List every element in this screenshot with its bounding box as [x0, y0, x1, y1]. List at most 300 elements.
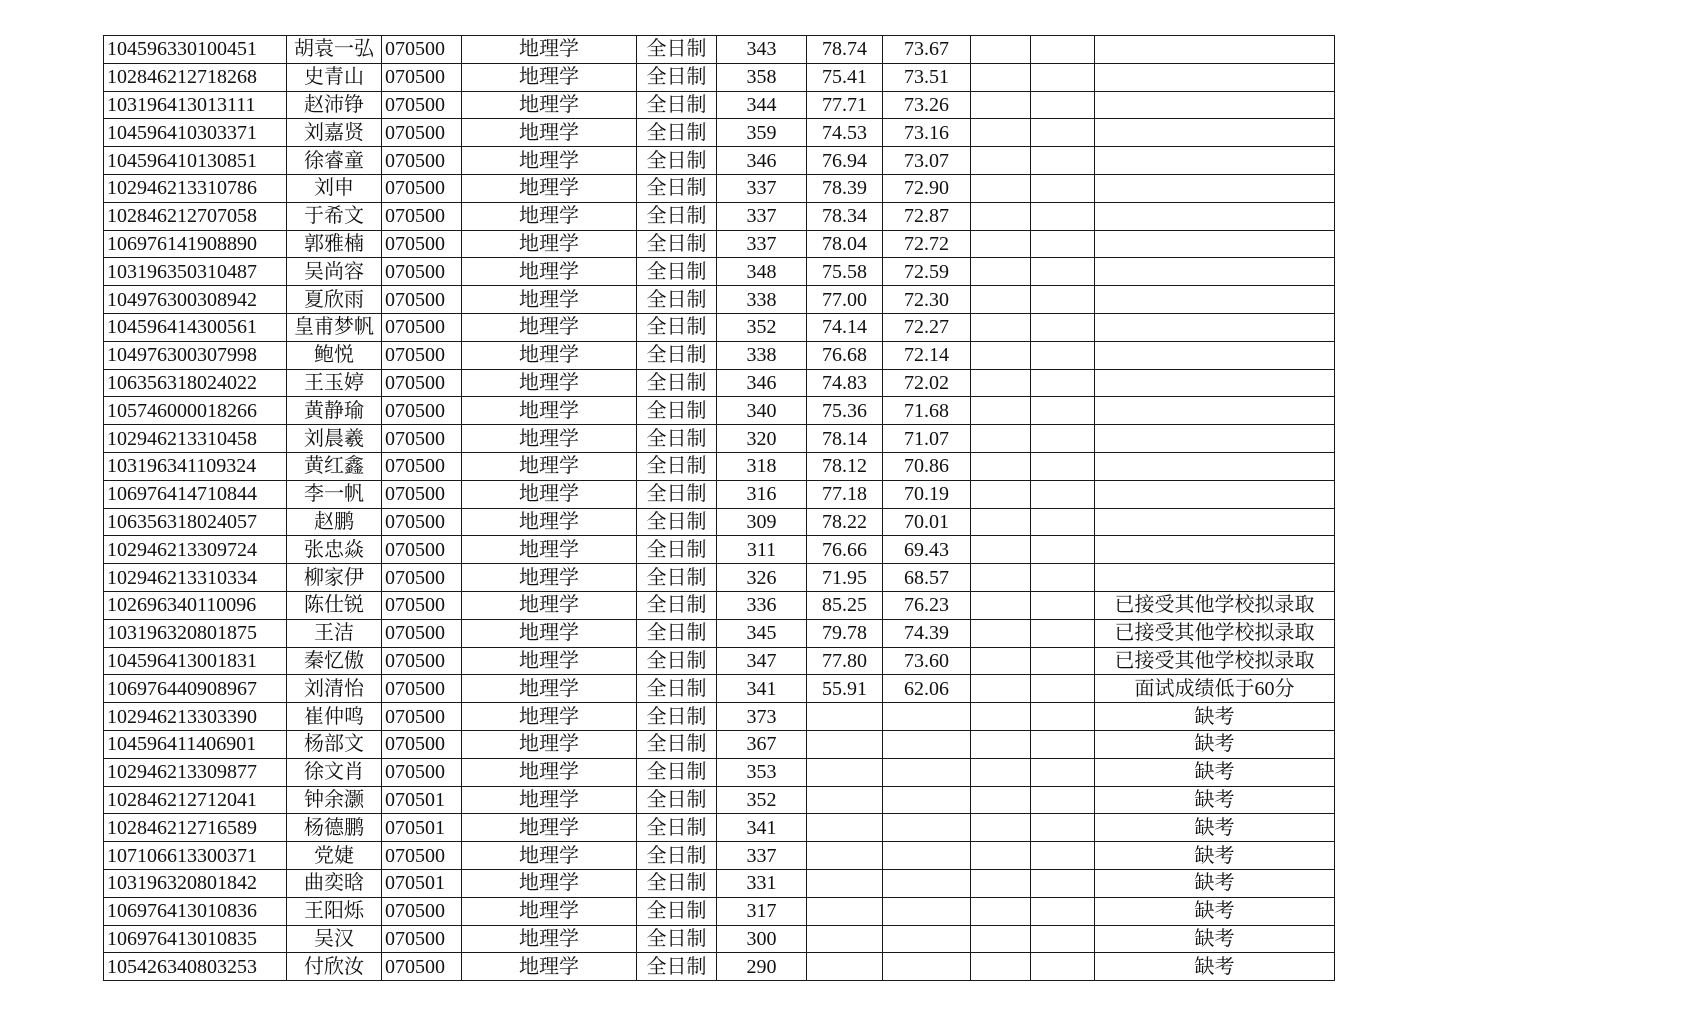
initial-score-cell: 345	[717, 619, 807, 647]
candidate-name-cell: 刘清怡	[287, 675, 382, 703]
total-score-cell: 72.72	[883, 230, 971, 258]
major-code-cell: 070500	[382, 341, 462, 369]
total-score-cell	[883, 814, 971, 842]
empty-cell	[971, 647, 1031, 675]
empty-cell	[1031, 452, 1095, 480]
major-name-cell: 地理学	[462, 91, 637, 119]
empty-cell	[971, 230, 1031, 258]
table-row	[104, 63, 1335, 91]
table-row	[104, 230, 1335, 258]
major-name-cell: 地理学	[462, 508, 637, 536]
total-score-cell: 73.26	[883, 91, 971, 119]
candidate-id-cell: 103196320801842	[104, 869, 287, 897]
empty-cell	[1031, 564, 1095, 592]
study-mode-cell: 全日制	[637, 174, 717, 202]
initial-score-cell: 340	[717, 397, 807, 425]
initial-score-cell: 336	[717, 591, 807, 619]
study-mode-cell: 全日制	[637, 619, 717, 647]
interview-score-cell: 78.14	[807, 425, 883, 453]
candidate-id-cell: 105426340803253	[104, 953, 287, 981]
table-row	[104, 703, 1335, 731]
empty-cell	[1031, 174, 1095, 202]
empty-cell	[1031, 591, 1095, 619]
interview-score-cell: 77.71	[807, 91, 883, 119]
candidate-id-cell: 106976414710844	[104, 480, 287, 508]
major-code-cell: 070500	[382, 91, 462, 119]
major-code-cell: 070500	[382, 480, 462, 508]
study-mode-cell: 全日制	[637, 480, 717, 508]
study-mode-cell: 全日制	[637, 814, 717, 842]
table-row	[104, 36, 1335, 64]
candidate-id-cell: 103196320801875	[104, 619, 287, 647]
initial-score-cell: 337	[717, 202, 807, 230]
candidate-name-cell: 钟余灏	[287, 786, 382, 814]
major-name-cell: 地理学	[462, 313, 637, 341]
initial-score-cell: 373	[717, 703, 807, 731]
total-score-cell: 72.87	[883, 202, 971, 230]
score-table	[103, 35, 1335, 981]
candidate-id-cell: 104596411406901	[104, 730, 287, 758]
major-code-cell: 070500	[382, 63, 462, 91]
initial-score-cell: 316	[717, 480, 807, 508]
interview-score-cell: 76.94	[807, 147, 883, 175]
empty-cell	[971, 953, 1031, 981]
empty-cell	[1031, 119, 1095, 147]
initial-score-cell: 343	[717, 36, 807, 64]
empty-cell	[1031, 758, 1095, 786]
total-score-cell: 72.59	[883, 258, 971, 286]
interview-score-cell: 71.95	[807, 564, 883, 592]
initial-score-cell: 338	[717, 341, 807, 369]
initial-score-cell: 346	[717, 147, 807, 175]
study-mode-cell: 全日制	[637, 202, 717, 230]
table-row	[104, 758, 1335, 786]
major-code-cell: 070500	[382, 953, 462, 981]
empty-cell	[971, 758, 1031, 786]
initial-score-cell: 347	[717, 647, 807, 675]
empty-cell	[971, 397, 1031, 425]
candidate-id-cell: 102696340110096	[104, 591, 287, 619]
interview-score-cell: 75.41	[807, 63, 883, 91]
major-code-cell: 070501	[382, 786, 462, 814]
study-mode-cell: 全日制	[637, 925, 717, 953]
candidate-name-cell: 皇甫梦帆	[287, 313, 382, 341]
major-name-cell: 地理学	[462, 480, 637, 508]
study-mode-cell: 全日制	[637, 36, 717, 64]
major-code-cell: 070500	[382, 758, 462, 786]
study-mode-cell: 全日制	[637, 703, 717, 731]
empty-cell	[1031, 147, 1095, 175]
study-mode-cell: 全日制	[637, 675, 717, 703]
empty-cell	[1031, 619, 1095, 647]
major-code-cell: 070500	[382, 675, 462, 703]
remark-cell	[1095, 341, 1335, 369]
interview-score-cell: 75.36	[807, 397, 883, 425]
interview-score-cell: 78.74	[807, 36, 883, 64]
initial-score-cell: 359	[717, 119, 807, 147]
study-mode-cell: 全日制	[637, 119, 717, 147]
total-score-cell: 71.07	[883, 425, 971, 453]
candidate-name-cell: 于希文	[287, 202, 382, 230]
empty-cell	[1031, 953, 1095, 981]
candidate-id-cell: 102846212718268	[104, 63, 287, 91]
total-score-cell: 73.51	[883, 63, 971, 91]
major-code-cell: 070500	[382, 202, 462, 230]
initial-score-cell: 348	[717, 258, 807, 286]
major-code-cell: 070500	[382, 508, 462, 536]
empty-cell	[1031, 286, 1095, 314]
initial-score-cell: 331	[717, 869, 807, 897]
interview-score-cell: 78.22	[807, 508, 883, 536]
remark-cell: 缺考	[1095, 703, 1335, 731]
major-name-cell: 地理学	[462, 925, 637, 953]
remark-cell	[1095, 286, 1335, 314]
candidate-id-cell: 104596414300561	[104, 313, 287, 341]
candidate-id-cell: 106356318024022	[104, 369, 287, 397]
empty-cell	[971, 286, 1031, 314]
empty-cell	[1031, 897, 1095, 925]
empty-cell	[971, 842, 1031, 870]
table-row	[104, 452, 1335, 480]
major-code-cell: 070500	[382, 619, 462, 647]
initial-score-cell: 311	[717, 536, 807, 564]
table-row	[104, 202, 1335, 230]
empty-cell	[971, 313, 1031, 341]
empty-cell	[971, 174, 1031, 202]
table-row	[104, 869, 1335, 897]
interview-score-cell: 75.58	[807, 258, 883, 286]
candidate-name-cell: 赵鹏	[287, 508, 382, 536]
empty-cell	[1031, 730, 1095, 758]
empty-cell	[1031, 397, 1095, 425]
interview-score-cell: 74.14	[807, 313, 883, 341]
total-score-cell	[883, 869, 971, 897]
table-row	[104, 91, 1335, 119]
study-mode-cell: 全日制	[637, 842, 717, 870]
empty-cell	[1031, 869, 1095, 897]
empty-cell	[971, 202, 1031, 230]
study-mode-cell: 全日制	[637, 564, 717, 592]
interview-score-cell: 55.91	[807, 675, 883, 703]
major-code-cell: 070500	[382, 230, 462, 258]
study-mode-cell: 全日制	[637, 869, 717, 897]
remark-cell: 缺考	[1095, 842, 1335, 870]
initial-score-cell: 337	[717, 842, 807, 870]
interview-score-cell: 78.04	[807, 230, 883, 258]
major-code-cell: 070500	[382, 425, 462, 453]
empty-cell	[1031, 842, 1095, 870]
table-row	[104, 730, 1335, 758]
table-row	[104, 564, 1335, 592]
empty-cell	[971, 63, 1031, 91]
candidate-id-cell: 102946213309724	[104, 536, 287, 564]
remark-cell	[1095, 36, 1335, 64]
table-row	[104, 397, 1335, 425]
interview-score-cell: 78.39	[807, 174, 883, 202]
empty-cell	[1031, 63, 1095, 91]
candidate-id-cell: 104596410303371	[104, 119, 287, 147]
study-mode-cell: 全日制	[637, 397, 717, 425]
candidate-id-cell: 104596330100451	[104, 36, 287, 64]
major-code-cell: 070500	[382, 536, 462, 564]
major-code-cell: 070500	[382, 842, 462, 870]
study-mode-cell: 全日制	[637, 230, 717, 258]
interview-score-cell: 77.00	[807, 286, 883, 314]
candidate-name-cell: 胡袁一弘	[287, 36, 382, 64]
empty-cell	[971, 536, 1031, 564]
total-score-cell: 72.90	[883, 174, 971, 202]
major-name-cell: 地理学	[462, 897, 637, 925]
candidate-name-cell: 夏欣雨	[287, 286, 382, 314]
initial-score-cell: 338	[717, 286, 807, 314]
empty-cell	[1031, 786, 1095, 814]
table-body	[104, 36, 1335, 981]
empty-cell	[971, 619, 1031, 647]
table-row	[104, 508, 1335, 536]
major-code-cell: 070500	[382, 397, 462, 425]
remark-cell: 缺考	[1095, 758, 1335, 786]
total-score-cell: 73.16	[883, 119, 971, 147]
interview-score-cell	[807, 814, 883, 842]
major-code-cell: 070500	[382, 925, 462, 953]
candidate-name-cell: 柳家伊	[287, 564, 382, 592]
major-code-cell: 070500	[382, 313, 462, 341]
total-score-cell: 72.27	[883, 313, 971, 341]
empty-cell	[971, 786, 1031, 814]
empty-cell	[1031, 703, 1095, 731]
candidate-name-cell: 郭雅楠	[287, 230, 382, 258]
major-name-cell: 地理学	[462, 36, 637, 64]
candidate-name-cell: 付欣汝	[287, 953, 382, 981]
total-score-cell: 73.67	[883, 36, 971, 64]
major-name-cell: 地理学	[462, 703, 637, 731]
candidate-name-cell: 李一帆	[287, 480, 382, 508]
interview-score-cell	[807, 703, 883, 731]
initial-score-cell: 358	[717, 63, 807, 91]
total-score-cell	[883, 758, 971, 786]
total-score-cell: 70.86	[883, 452, 971, 480]
interview-score-cell: 76.68	[807, 341, 883, 369]
total-score-cell	[883, 842, 971, 870]
interview-score-cell	[807, 842, 883, 870]
interview-score-cell: 74.53	[807, 119, 883, 147]
total-score-cell	[883, 786, 971, 814]
table-row	[104, 147, 1335, 175]
candidate-name-cell: 崔仲鸣	[287, 703, 382, 731]
initial-score-cell: 317	[717, 897, 807, 925]
major-code-cell: 070500	[382, 369, 462, 397]
initial-score-cell: 309	[717, 508, 807, 536]
study-mode-cell: 全日制	[637, 508, 717, 536]
candidate-id-cell: 106976413010835	[104, 925, 287, 953]
empty-cell	[1031, 814, 1095, 842]
candidate-id-cell: 102946213309877	[104, 758, 287, 786]
major-code-cell: 070500	[382, 647, 462, 675]
remark-cell	[1095, 91, 1335, 119]
empty-cell	[971, 703, 1031, 731]
study-mode-cell: 全日制	[637, 730, 717, 758]
candidate-id-cell: 102846212716589	[104, 814, 287, 842]
total-score-cell	[883, 703, 971, 731]
interview-score-cell: 85.25	[807, 591, 883, 619]
candidate-name-cell: 徐文肖	[287, 758, 382, 786]
major-code-cell: 070500	[382, 897, 462, 925]
table-row	[104, 119, 1335, 147]
remark-cell	[1095, 63, 1335, 91]
empty-cell	[1031, 369, 1095, 397]
candidate-name-cell: 刘申	[287, 174, 382, 202]
candidate-id-cell: 103196341109324	[104, 452, 287, 480]
empty-cell	[1031, 925, 1095, 953]
table-row	[104, 842, 1335, 870]
initial-score-cell: 344	[717, 91, 807, 119]
candidate-id-cell: 103196413013111	[104, 91, 287, 119]
major-name-cell: 地理学	[462, 341, 637, 369]
remark-cell: 缺考	[1095, 814, 1335, 842]
candidate-name-cell: 赵沛铮	[287, 91, 382, 119]
major-name-cell: 地理学	[462, 591, 637, 619]
candidate-name-cell: 秦忆傲	[287, 647, 382, 675]
major-code-cell: 070500	[382, 258, 462, 286]
initial-score-cell: 337	[717, 230, 807, 258]
table-row	[104, 897, 1335, 925]
total-score-cell: 70.19	[883, 480, 971, 508]
study-mode-cell: 全日制	[637, 147, 717, 175]
interview-score-cell: 76.66	[807, 536, 883, 564]
candidate-id-cell: 102946213310786	[104, 174, 287, 202]
interview-score-cell	[807, 953, 883, 981]
table-row	[104, 313, 1335, 341]
remark-cell	[1095, 536, 1335, 564]
remark-cell: 面试成绩低于60分	[1095, 675, 1335, 703]
total-score-cell: 68.57	[883, 564, 971, 592]
table-row	[104, 480, 1335, 508]
remark-cell: 缺考	[1095, 897, 1335, 925]
major-code-cell: 070500	[382, 36, 462, 64]
total-score-cell	[883, 897, 971, 925]
study-mode-cell: 全日制	[637, 425, 717, 453]
major-name-cell: 地理学	[462, 147, 637, 175]
study-mode-cell: 全日制	[637, 452, 717, 480]
empty-cell	[971, 480, 1031, 508]
candidate-name-cell: 吴汉	[287, 925, 382, 953]
remark-cell	[1095, 313, 1335, 341]
major-code-cell: 070500	[382, 703, 462, 731]
major-name-cell: 地理学	[462, 536, 637, 564]
interview-score-cell: 77.18	[807, 480, 883, 508]
remark-cell	[1095, 452, 1335, 480]
candidate-id-cell: 106976440908967	[104, 675, 287, 703]
major-name-cell: 地理学	[462, 869, 637, 897]
remark-cell	[1095, 119, 1335, 147]
candidate-name-cell: 杨部文	[287, 730, 382, 758]
empty-cell	[971, 730, 1031, 758]
empty-cell	[971, 564, 1031, 592]
candidate-name-cell: 杨德鹏	[287, 814, 382, 842]
candidate-id-cell: 107106613300371	[104, 842, 287, 870]
remark-cell: 缺考	[1095, 953, 1335, 981]
study-mode-cell: 全日制	[637, 758, 717, 786]
total-score-cell: 74.39	[883, 619, 971, 647]
study-mode-cell: 全日制	[637, 647, 717, 675]
empty-cell	[971, 258, 1031, 286]
candidate-name-cell: 党婕	[287, 842, 382, 870]
major-code-cell: 070500	[382, 452, 462, 480]
total-score-cell: 70.01	[883, 508, 971, 536]
remark-cell	[1095, 230, 1335, 258]
total-score-cell: 72.14	[883, 341, 971, 369]
remark-cell: 缺考	[1095, 925, 1335, 953]
candidate-id-cell: 103196350310487	[104, 258, 287, 286]
candidate-name-cell: 黄红鑫	[287, 452, 382, 480]
remark-cell: 已接受其他学校拟录取	[1095, 591, 1335, 619]
empty-cell	[971, 869, 1031, 897]
candidate-name-cell: 张忠焱	[287, 536, 382, 564]
remark-cell	[1095, 564, 1335, 592]
candidate-id-cell: 102946213303390	[104, 703, 287, 731]
candidate-id-cell: 104976300308942	[104, 286, 287, 314]
candidate-name-cell: 徐睿童	[287, 147, 382, 175]
remark-cell	[1095, 397, 1335, 425]
total-score-cell	[883, 730, 971, 758]
empty-cell	[1031, 508, 1095, 536]
major-name-cell: 地理学	[462, 202, 637, 230]
total-score-cell	[883, 953, 971, 981]
remark-cell	[1095, 508, 1335, 536]
major-name-cell: 地理学	[462, 953, 637, 981]
major-name-cell: 地理学	[462, 258, 637, 286]
study-mode-cell: 全日制	[637, 369, 717, 397]
remark-cell: 已接受其他学校拟录取	[1095, 647, 1335, 675]
candidate-name-cell: 王洁	[287, 619, 382, 647]
empty-cell	[1031, 425, 1095, 453]
empty-cell	[1031, 91, 1095, 119]
major-name-cell: 地理学	[462, 842, 637, 870]
empty-cell	[1031, 341, 1095, 369]
empty-cell	[971, 814, 1031, 842]
initial-score-cell: 367	[717, 730, 807, 758]
initial-score-cell: 346	[717, 369, 807, 397]
interview-score-cell: 78.12	[807, 452, 883, 480]
table-row	[104, 258, 1335, 286]
initial-score-cell: 353	[717, 758, 807, 786]
major-code-cell: 070500	[382, 286, 462, 314]
initial-score-cell: 300	[717, 925, 807, 953]
study-mode-cell: 全日制	[637, 341, 717, 369]
remark-cell	[1095, 202, 1335, 230]
empty-cell	[971, 508, 1031, 536]
table-row	[104, 675, 1335, 703]
study-mode-cell: 全日制	[637, 63, 717, 91]
empty-cell	[971, 591, 1031, 619]
interview-score-cell: 79.78	[807, 619, 883, 647]
empty-cell	[971, 36, 1031, 64]
table-row	[104, 341, 1335, 369]
remark-cell	[1095, 369, 1335, 397]
study-mode-cell: 全日制	[637, 953, 717, 981]
empty-cell	[1031, 36, 1095, 64]
candidate-id-cell: 105746000018266	[104, 397, 287, 425]
remark-cell: 缺考	[1095, 786, 1335, 814]
total-score-cell: 73.60	[883, 647, 971, 675]
major-code-cell: 070501	[382, 869, 462, 897]
major-name-cell: 地理学	[462, 397, 637, 425]
initial-score-cell: 318	[717, 452, 807, 480]
candidate-name-cell: 吴尚容	[287, 258, 382, 286]
remark-cell	[1095, 147, 1335, 175]
major-name-cell: 地理学	[462, 675, 637, 703]
candidate-id-cell: 104596413001831	[104, 647, 287, 675]
